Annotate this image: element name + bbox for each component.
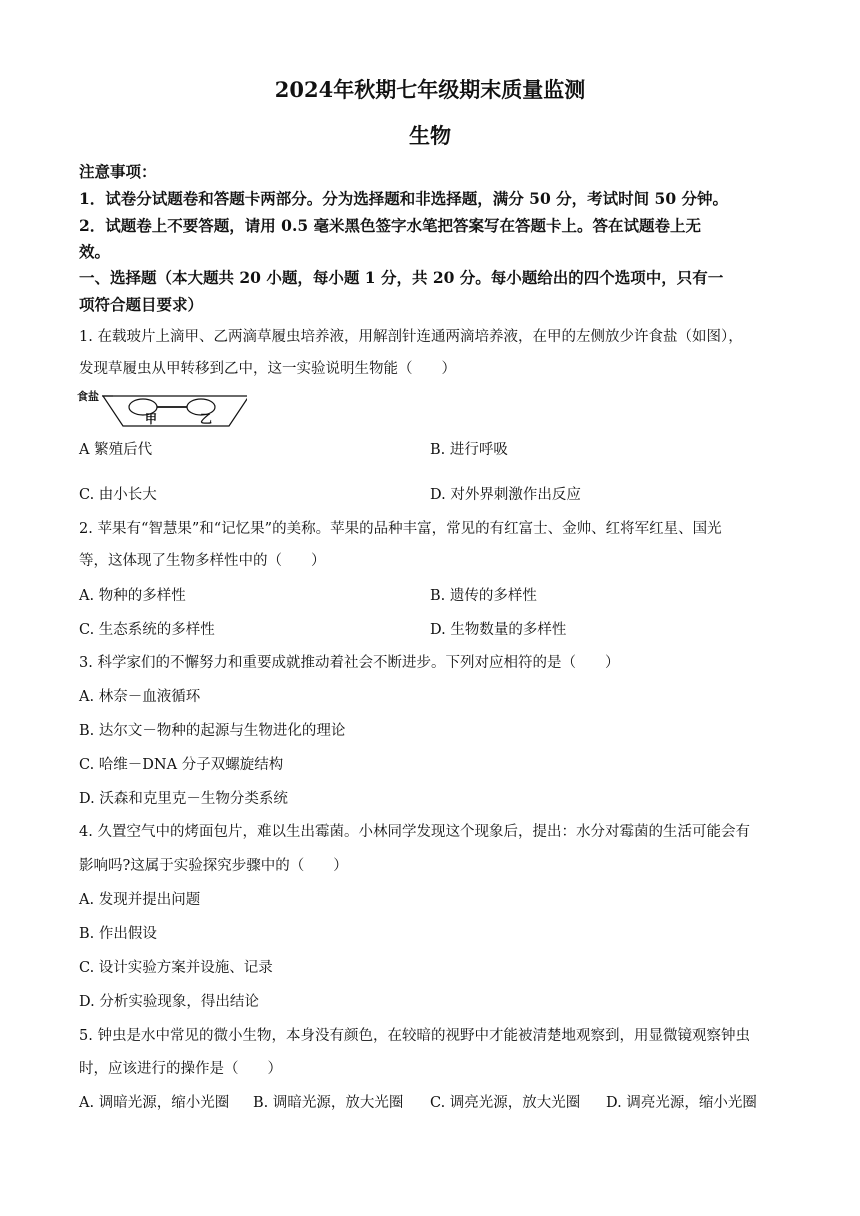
question-4-option-d: D. 分析实验现象，得出结论 bbox=[79, 994, 259, 1010]
question-5-option-d: D. 调亮光源，缩小光圈 bbox=[606, 1095, 757, 1111]
notice-item-2-line-1: 2．试题卷上不要答题，请用 0.5 毫米黑色签字水笔把答案写在答题卡上。答在试题卷上无 bbox=[79, 216, 702, 235]
question-2-stem-line-2: 等，这体现了生物多样性中的（ ） bbox=[79, 553, 326, 569]
question-5-option-c: C. 调亮光源，放大光圈 bbox=[430, 1095, 581, 1111]
question-2-stem-line-1: 2. 苹果有“智慧果”和“记忆果”的美称。苹果的品种丰富，常见的有红富士、金帅、红将军红星、国光 bbox=[79, 521, 722, 537]
notice-heading: 注意事项： bbox=[79, 162, 157, 181]
question-3-option-b: B. 达尔文－物种的起源与生物进化的理论 bbox=[79, 723, 346, 739]
question-5-stem-line-1: 5. 钟虫是水中常见的微小生物，本身没有颜色，在较暗的视野中才能被清楚地观察到，用显微镜观察钟虫 bbox=[79, 1028, 750, 1044]
question-2-option-a: A. 物种的多样性 bbox=[79, 588, 186, 604]
notice-item-2-line-2: 效。 bbox=[79, 242, 111, 261]
question-4-option-c: C. 设计实验方案并设施、记录 bbox=[79, 960, 273, 976]
slide-figure bbox=[77, 386, 247, 430]
question-3-option-a: A. 林奈－血液循环 bbox=[79, 689, 201, 705]
section-heading-line-2: 项符合题目要求） bbox=[79, 295, 204, 314]
drop-right-label: 乙 bbox=[200, 412, 213, 426]
exam-title: 2024年秋期七年级期末质量监测 bbox=[274, 77, 586, 102]
question-2-option-b: B. 遗传的多样性 bbox=[430, 588, 537, 604]
salt-label: 食盐 bbox=[77, 390, 99, 403]
question-4-stem-line-2: 影响吗?这属于实验探究步骤中的（ ） bbox=[79, 858, 348, 874]
notice-item-1: 1．试卷分试题卷和答题卡两部分。分为选择题和非选择题，满分 50 分，考试时间 50 分钟。 bbox=[79, 189, 729, 208]
question-4-option-a: A. 发现并提出问题 bbox=[79, 892, 201, 908]
question-5-option-b: B. 调暗光源，放大光圈 bbox=[253, 1095, 404, 1111]
section-heading-line-1: 一、选择题（本大题共 20 小题，每小题 1 分，共 20 分。每小题给出的四个选项中，只有一 bbox=[79, 268, 724, 287]
question-1-option-b: B. 进行呼吸 bbox=[430, 442, 508, 458]
question-5-stem-line-2: 时，应该进行的操作是（ ） bbox=[79, 1061, 282, 1077]
question-1-option-d: D. 对外界刺激作出反应 bbox=[430, 487, 581, 503]
question-4-stem-line-1: 4. 久置空气中的烤面包片，难以生出霉菌。小林同学发现这个现象后，提出：水分对霉菌的生活可能会有 bbox=[79, 824, 750, 840]
question-5-option-a: A. 调暗光源，缩小光圈 bbox=[79, 1095, 230, 1111]
question-4-option-b: B. 作出假设 bbox=[79, 926, 157, 942]
question-1-stem-line-1: 1. 在载玻片上滴甲、乙两滴草履虫培养液，用解剖针连通两滴培养液，在甲的左侧放少许食盐（如图）， bbox=[79, 329, 743, 345]
question-3-option-d: D. 沃森和克里克－生物分类系统 bbox=[79, 791, 288, 807]
question-2-option-d: D. 生物数量的多样性 bbox=[430, 622, 567, 638]
question-3-stem: 3. 科学家们的不懈努力和重要成就推动着社会不断进步。下列对应相符的是（ ） bbox=[79, 655, 620, 671]
question-3-option-c: C. 哈维－DNA 分子双螺旋结构 bbox=[79, 757, 284, 773]
question-2-option-c: C. 生态系统的多样性 bbox=[79, 622, 215, 638]
question-1-stem-line-2: 发现草履虫从甲转移到乙中，这一实验说明生物能（ ） bbox=[79, 361, 456, 377]
question-1-option-c: C. 由小长大 bbox=[79, 487, 157, 503]
drop-left-label: 甲 bbox=[145, 412, 158, 426]
subject-title: 生物 bbox=[409, 123, 451, 148]
question-1-option-a: A 繁殖后代 bbox=[79, 442, 153, 458]
